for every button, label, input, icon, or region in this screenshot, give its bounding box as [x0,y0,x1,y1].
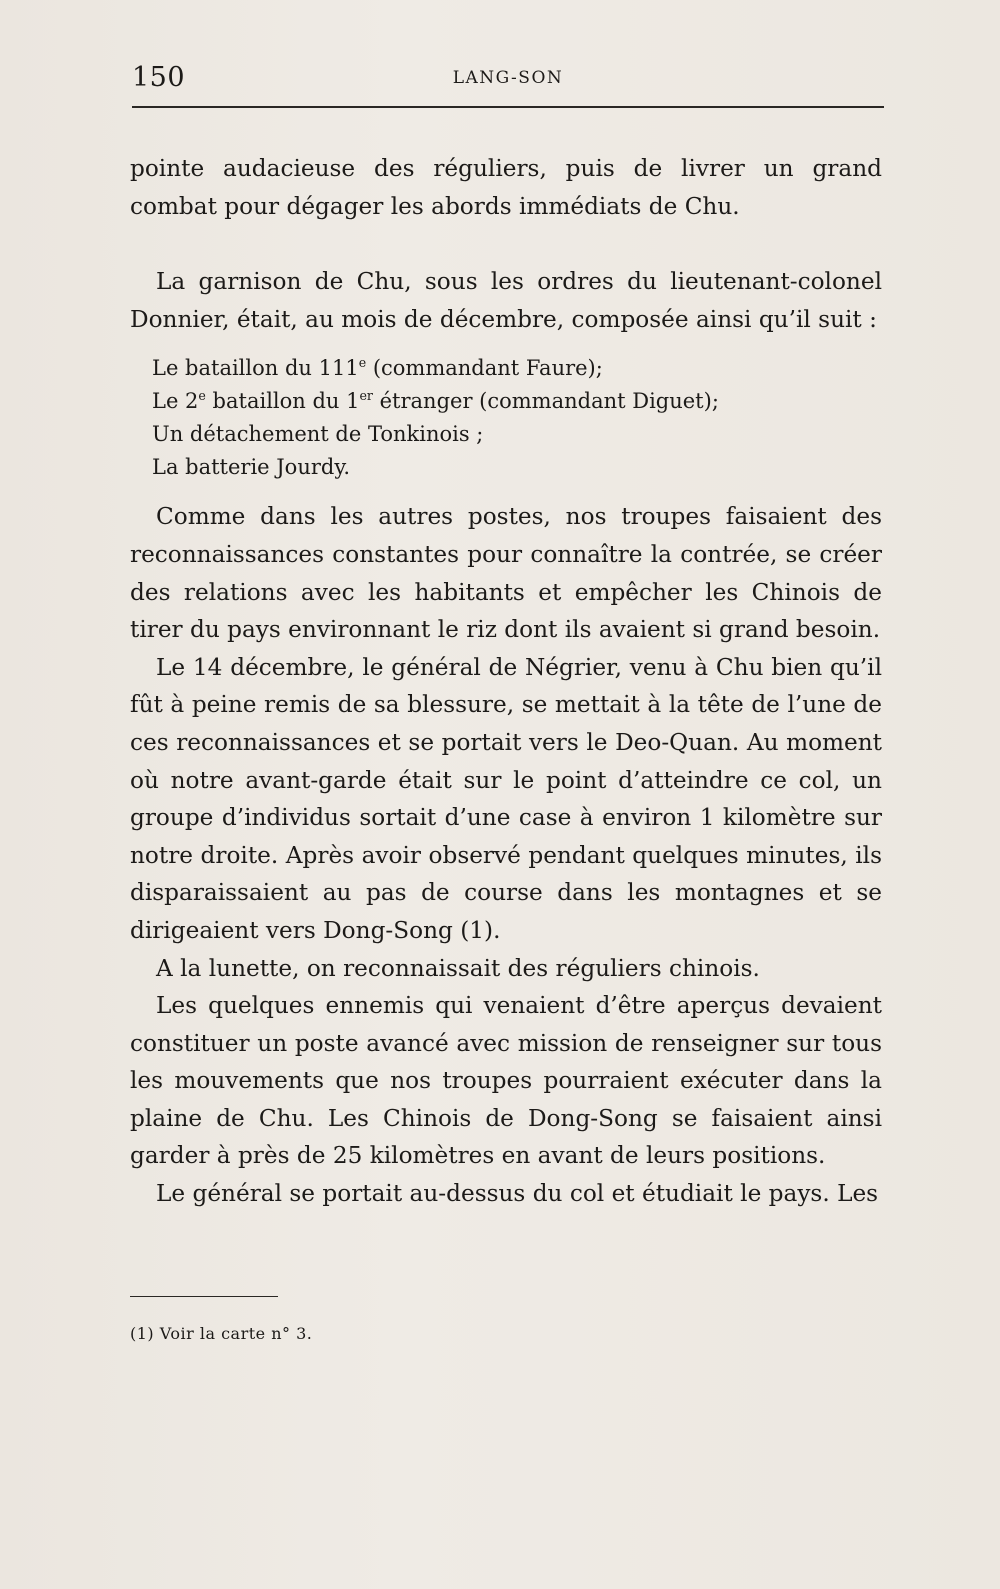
paragraph-5: A la lunette, on reconnaissait des réguliers chinois. [156,954,760,982]
list-item: La batterie Jourdy. [152,455,351,480]
paragraph-4: Le 14 décembre, le général de Négrier, venu à Chu bien qu’il fût à peine remis de sa blessure, se mettait à la tête de l’une de ces reconnaissances et se portait vers le Deo-Quan. Au moment où notre avant-garde était sur le point d’atteindre ce col, un groupe d’individus sortait d’une case à environ 1 kilomètre sur notre droite. Après avoir observé pendant quelques minutes, ils disparaissaient au pas de course dans les montagnes et se dirigeaient vers Dong-Song (1). [130,653,882,944]
list-item: Un détachement de Tonkinois ; [152,422,484,447]
paragraph-6: Les quelques ennemis qui venaient d’être aperçus devaient constituer un poste avancé avec mission de renseigner sur tous les mouvements que nos troupes pourraient exécuter dans la plaine de Chu. Les Chinois de Dong-Song se faisaient ainsi garder à près de 25 kilomètres en avant de leurs positions. [130,992,882,1170]
header-rule [132,106,884,108]
footnote: (1) Voir la carte n° 3. [130,1324,313,1343]
paragraph-2: La garnison de Chu, sous les ordres du lieutenant-colonel Donnier, était, au mois de décembre, composée ainsi qu’il suit : [130,268,882,333]
paragraph-3: Comme dans les autres postes, nos troupes faisaient des reconnaissances constantes pour connaître la contrée, se créer des relations avec les habitants et empêcher les Chinois de tirer du pays environnant le riz dont ils avaient si grand besoin. [130,503,882,644]
paragraph-7: Le général se portait au-dessus du col et étudiait le pays. Les [156,1180,879,1208]
running-title: LANG-SON [452,68,564,88]
garrison-list [152,352,882,484]
list-item: Le bataillon du 111e (commandant Faure); [152,355,603,381]
page-number: 150 [132,62,186,93]
paragraph-1: pointe audacieuse des réguliers, puis de livrer un grand combat pour dégager les abords immédiats de Chu. [130,155,882,220]
list-item: Le 2e bataillon du 1er étranger (commandant Diguet); [152,388,719,414]
page-header [132,62,884,96]
body-text [130,150,882,1213]
footnote-rule [130,1296,278,1297]
